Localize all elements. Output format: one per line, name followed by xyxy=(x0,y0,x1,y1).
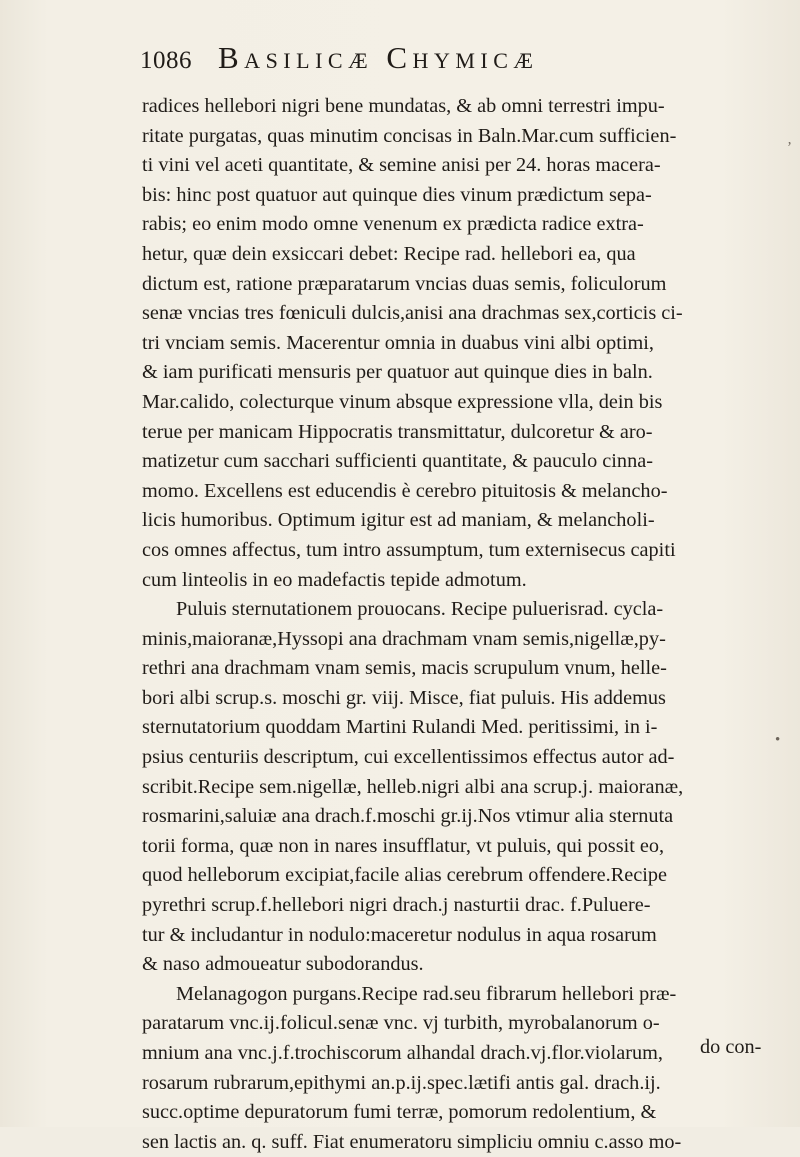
text-line: terue per manicam Hippocratis transmittatur, dulcoretur & aro- xyxy=(142,420,653,443)
body-text xyxy=(142,92,774,1157)
text-line: bori albi scrup.s. moschi gr. viij. Misce, fiat puluis. His addemus xyxy=(142,686,666,709)
text-line: & naso admoueatur subodorandus. xyxy=(142,953,424,976)
text-line: dictum est, ratione præparatarum vncias duas semis, foliculorum xyxy=(142,272,667,295)
text-line: rosmarini,saluiæ ana drach.f.moschi gr.ij.Nos vtimur alia sternuta xyxy=(142,805,674,828)
text-line: tur & includantur in nodulo:maceretur nodulus in aqua rosarum xyxy=(142,923,657,946)
page-number: 1086 xyxy=(140,47,192,74)
text-line: succ.optime depuratorum fumi terræ, pomorum redolentium, & xyxy=(142,1101,657,1124)
text-line: pyrethri scrup.f.hellebori nigri drach.j nasturtii drac. f.Puluere- xyxy=(142,894,651,917)
text-line: hetur, quæ dein exsiccari debet: Recipe rad. hellebori ea, qua xyxy=(142,242,636,265)
text-line: & iam purificati mensuris per quatuor aut quinque dies in baln. xyxy=(142,361,653,384)
text-line: rabis; eo enim modo omne venenum ex prædicta radice extra- xyxy=(142,213,644,236)
text-line: matizetur cum sacchari sufficienti quantitate, & pauculo cinna- xyxy=(142,450,653,473)
text-line: torii forma, quæ non in nares insufflatur, vt puluis, qui possit eo, xyxy=(142,834,665,857)
text-line: sternutatorium quoddam Martini Rulandi Med. peritissimi, in i- xyxy=(142,716,658,739)
text-line: Mar.calido, colecturque vinum absque expressione vlla, dein bis xyxy=(142,390,663,413)
text-line: quod helleborum excipiat,facile alias cerebrum offendere.Recipe xyxy=(142,864,668,887)
margin-speck-mark: • xyxy=(775,732,781,748)
text-line: scribit.Recipe sem.nigellæ, helleb.nigri albi ana scrup.j. maioranæ, xyxy=(142,775,684,798)
text-line: radices hellebori nigri bene mundatas, & ab omni terrestri impu- xyxy=(142,95,665,117)
text-line: ritate purgatas, quas minutim concisas in Baln.Mar.cum sufficien- xyxy=(142,124,677,147)
text-line: Puluis sternutationem prouocans. Recipe puluerisrad. cycla- xyxy=(176,598,664,621)
page-header xyxy=(140,40,740,80)
text-line: rosarum rubrarum,epithymi an.p.ij.spec.lætifi antis gal. drach.ij. xyxy=(142,1071,661,1094)
text-line: cum linteolis in eo madefactis tepide admotum. xyxy=(142,568,527,591)
text-line: rethri ana drachmam vnam semis, macis scrupulum vnum, helle- xyxy=(142,657,667,680)
text-line: licis humoribus. Optimum igitur est ad maniam, & melancholi- xyxy=(142,509,655,532)
text-line: cos omnes affectus, tum intro assumptum, tum externisecus capiti xyxy=(142,538,676,561)
text-line: psius centuriis descriptum, cui excellentissimos effectus autor ad- xyxy=(142,746,675,769)
catchword: do con- xyxy=(700,1036,762,1058)
text-line: momo. Excellens est educendis è cerebro pituitosis & melancho- xyxy=(142,479,668,502)
text-line: minis,maioranæ,Hyssopi ana drachmam vnam semis,nigellæ,py- xyxy=(142,627,666,650)
text-line: sen lactis an. q. suff. Fiat enumeratoru simpliciu omniu c.asso mo- xyxy=(142,1130,682,1153)
margin-speck-mark: ʼ xyxy=(787,140,792,156)
text-line: ti vini vel aceti quantitate, & semine anisi per 24. horas macera- xyxy=(142,154,661,177)
text-line: senæ vncias tres fœniculi dulcis,anisi ana drachmas sex,corticis ci- xyxy=(142,302,683,325)
running-head: Basilicæ Chymicæ xyxy=(218,40,539,75)
text-line: mnium ana vnc.j.f.trochiscorum alhandal drach.vj.flor.violarum, xyxy=(142,1042,663,1064)
text-line: tri vnciam semis. Macerentur omnia in duabus vini albi optimi, xyxy=(142,331,655,354)
text-line: Melanagogon purgans.Recipe rad.seu fibrarum hellebori præ- xyxy=(176,982,677,1005)
text-line: bis: hinc post quatuor aut quinque dies vinum prædictum sepa- xyxy=(142,183,652,206)
text-line: paratarum vnc.ij.folicul.senæ vnc. vj turbith, myrobalanorum o- xyxy=(142,1012,660,1035)
